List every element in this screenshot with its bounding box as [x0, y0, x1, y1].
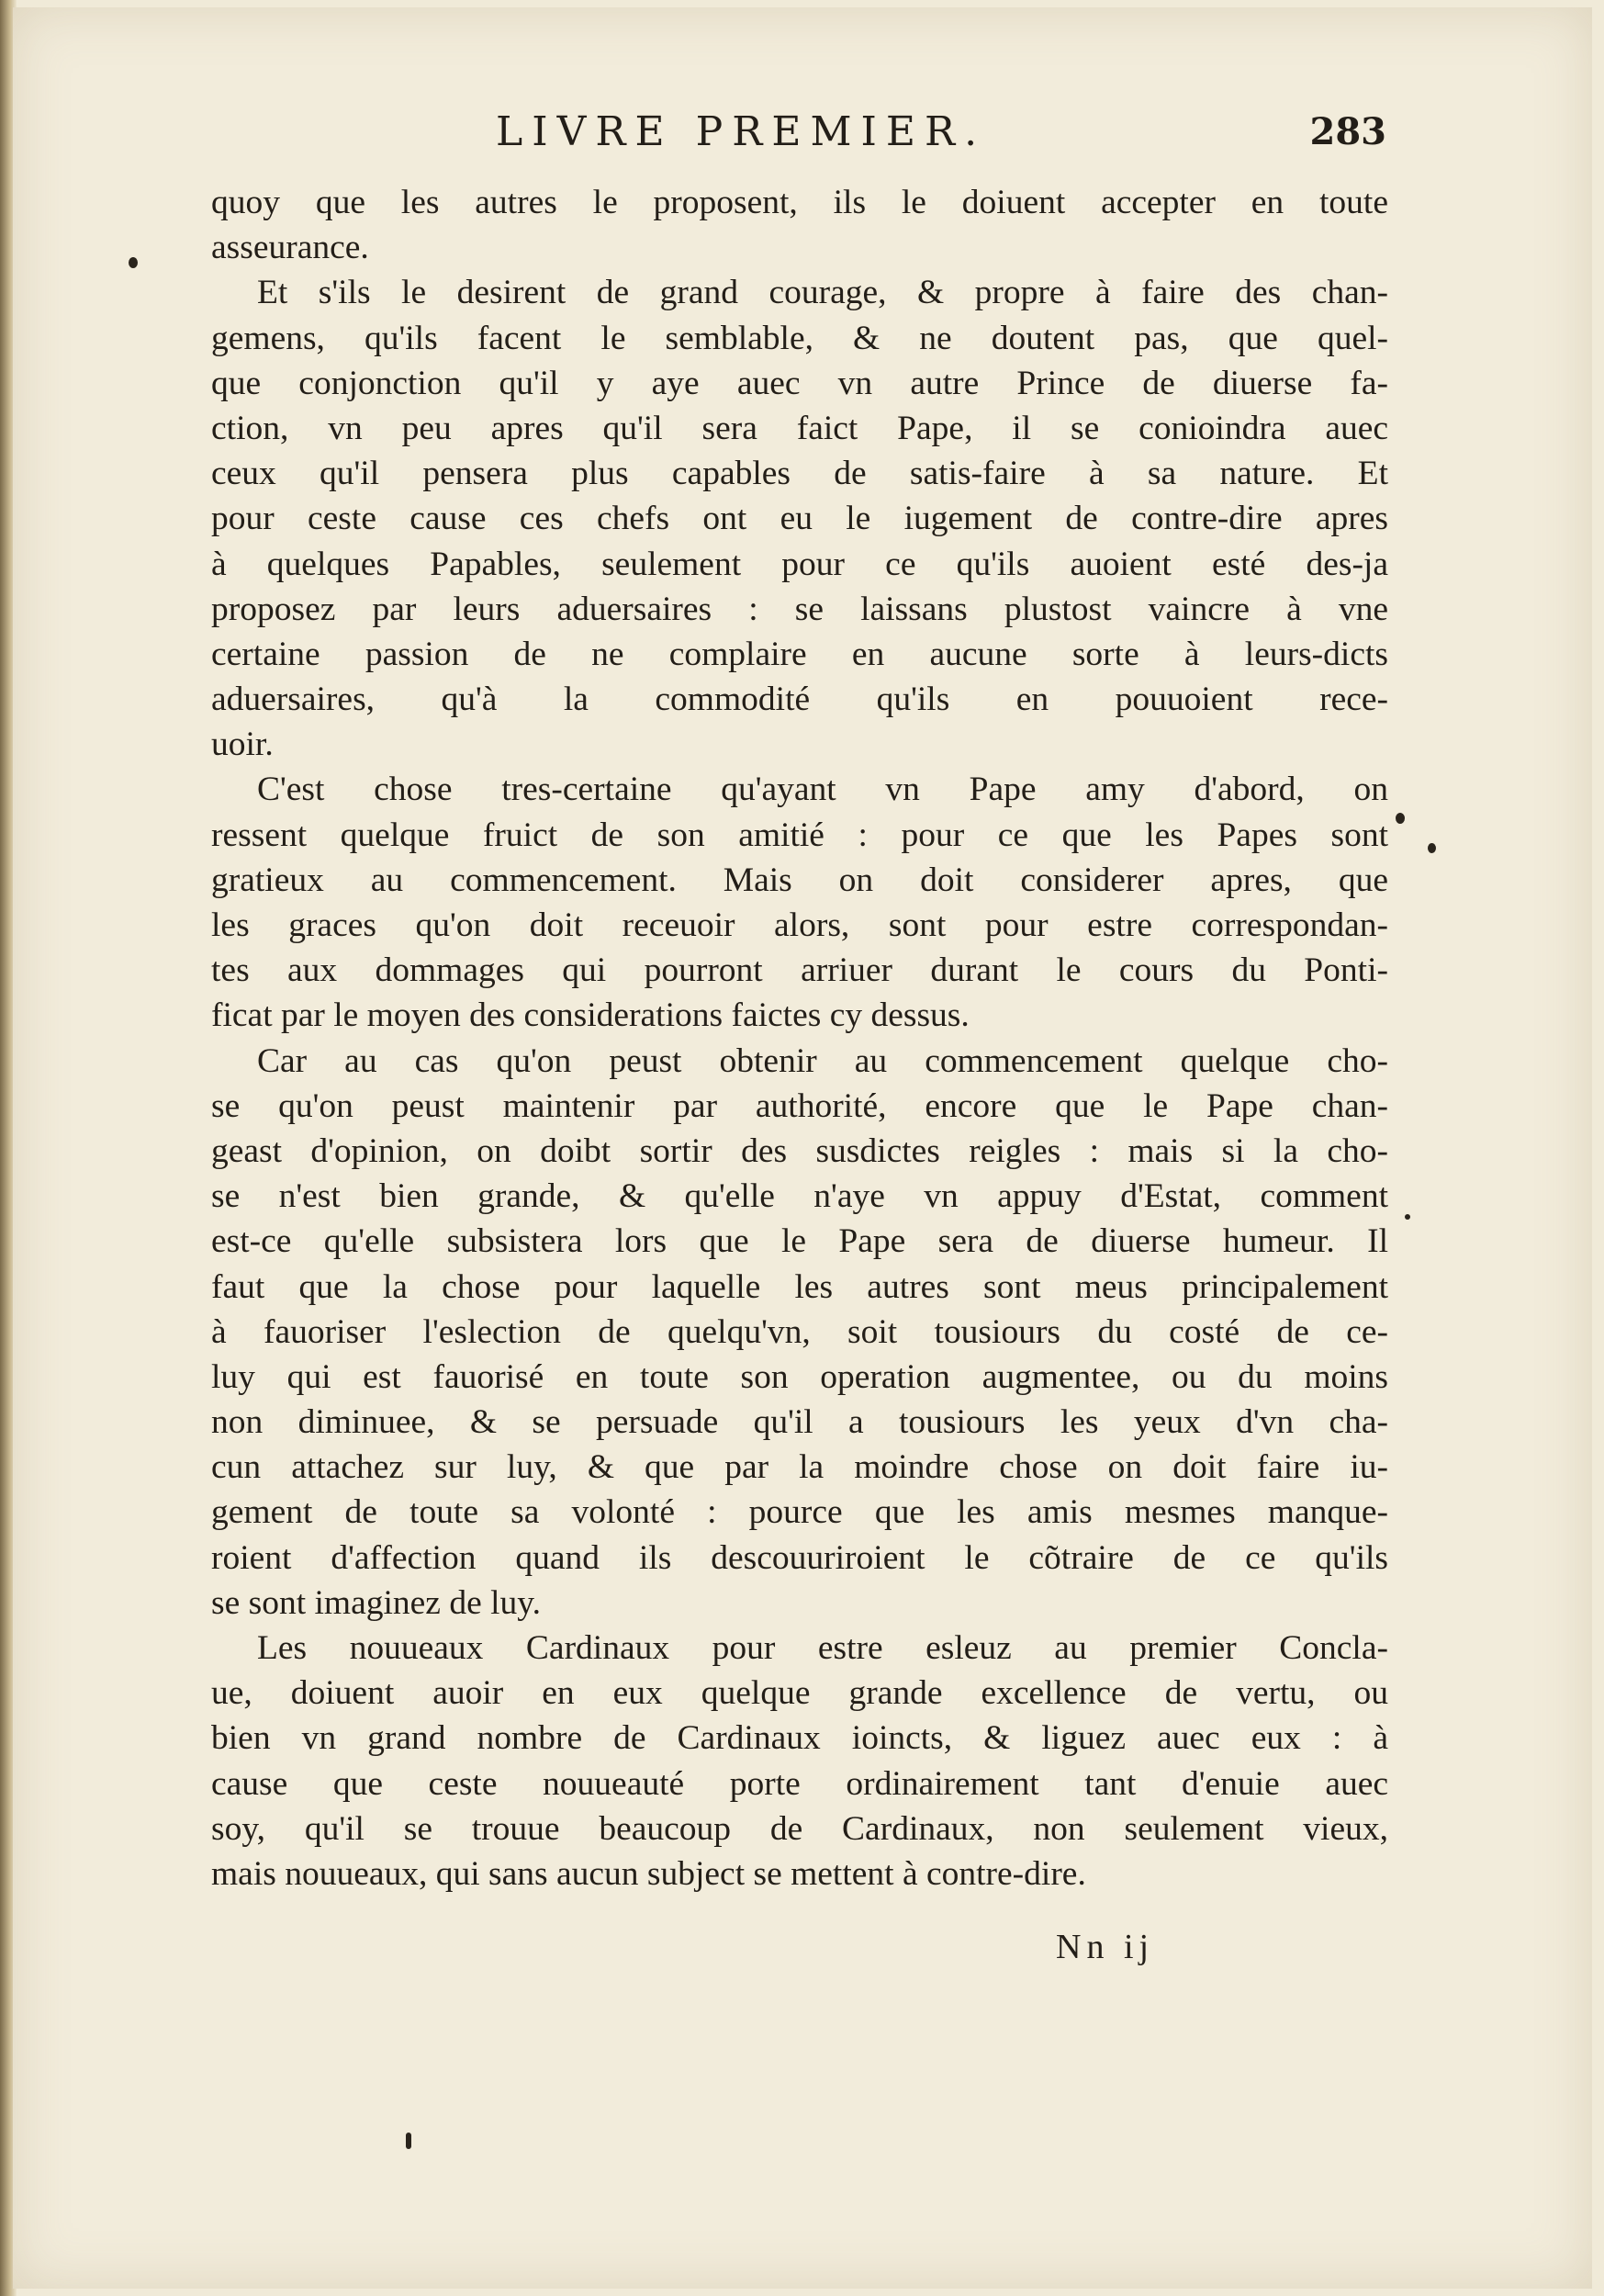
ink-speck	[129, 257, 138, 268]
text-line: ressent quelque fruict de son amitié : pour ce que les Papes sont	[211, 816, 1388, 854]
text-line: faut que la chose pour laquelle les autres sont meus principalement	[211, 1267, 1388, 1306]
signature-mark: Nn ij	[1056, 1928, 1155, 1966]
text-line: à fauoriser l'eslection de quelqu'vn, soit tousiours du costé de ce-	[211, 1312, 1388, 1351]
running-title: LIVRE PREMIER.	[496, 108, 987, 155]
text-line: non diminuee, & se persuade qu'il a tousiours les yeux d'vn cha-	[211, 1403, 1388, 1442]
text-line: soy, qu'il se trouue beaucoup de Cardinaux, non seulement vieux,	[211, 1809, 1388, 1848]
page-header	[211, 108, 1386, 173]
text-line: certaine passion de ne complaire en aucune sorte à leurs-dicts	[211, 635, 1388, 673]
text-line: se qu'on peust maintenir par authorité, encore que le Pape chan-	[211, 1086, 1388, 1125]
text-line: gement de toute sa volonté : pource que les amis mesmes manque-	[211, 1493, 1388, 1532]
text-line: quoy que les autres le proposent, ils le doiuent accepter en toute	[211, 184, 1388, 221]
text-line: cun attachez sur luy, & que par la moindre chose on doit faire iu-	[211, 1448, 1388, 1487]
text-line: luy qui est fauorisé en toute son operation augmentee, ou du moins	[211, 1357, 1388, 1396]
ink-speck	[1405, 1214, 1410, 1220]
text-line: ficat par le moyen des considerations faictes cy dessus.	[211, 996, 970, 1035]
text-line: Car au cas qu'on peust obtenir au commencement quelque cho-	[257, 1041, 1388, 1080]
text-line: les graces qu'on doit receuoir alors, sont pour estre correspondan-	[211, 906, 1388, 944]
text-line: ction, vn peu apres qu'il sera faict Pape, il se conioindra auec	[211, 409, 1388, 447]
text-line: ceux qu'il pensera plus capables de satis-faire à sa nature. Et	[211, 455, 1388, 493]
text-line: que conjonction qu'il y aye auec vn autre Prince de diuerse fa-	[211, 364, 1388, 402]
text-line: geast d'opinion, on doibt sortir des susdictes reigles : mais si la cho-	[211, 1131, 1388, 1170]
text-line: roient d'affection quand ils descouuriroient le cõtraire de ce qu'ils	[211, 1538, 1388, 1577]
ink-speck	[406, 2133, 411, 2149]
text-line: C'est chose tres-certaine qu'ayant vn Pape amy d'abord, on	[257, 771, 1388, 809]
text-line: ue, doiuent auoir en eux quelque grande excellence de vertu, ou	[211, 1674, 1388, 1713]
ink-speck	[1428, 843, 1436, 853]
text-line: bien vn grand nombre de Cardinaux ioincts, & liguez auec eux : à	[211, 1719, 1388, 1758]
text-line: tes aux dommages qui pourront arriuer durant le cours du Ponti-	[211, 951, 1388, 990]
text-line: asseurance.	[211, 229, 369, 267]
text-line: Les nouueaux Cardinaux pour estre esleuz au premier Concla-	[257, 1629, 1388, 1667]
text-line: aduersaires, qu'à la commodité qu'ils en pouuoient rece-	[211, 681, 1388, 719]
text-line: uoir.	[211, 726, 274, 764]
body-text	[211, 180, 1388, 1896]
ink-speck	[1396, 813, 1405, 824]
text-line: se n'est bien grande, & qu'elle n'aye vn appuy d'Estat, comment	[211, 1177, 1388, 1216]
text-line: mais nouueaux, qui sans aucun subject se mettent à contre-dire.	[211, 1854, 1086, 1893]
text-line: gratieux au commencement. Mais on doit considerer apres, que	[211, 861, 1388, 899]
text-line: à quelques Papables, seulement pour ce qu'ils auoient esté des-ja	[211, 545, 1388, 583]
page-number: 283	[1309, 110, 1386, 153]
text-line: pour ceste cause ces chefs ont eu le iugement de contre-dire apres	[211, 500, 1388, 538]
text-line: gemens, qu'ils facent le semblable, & ne doutent pas, que quel-	[211, 319, 1388, 357]
text-line: proposez par leurs aduersaires : se laissans plustost vaincre à vne	[211, 590, 1388, 628]
text-line: cause que ceste nouueauté porte ordinairement tant d'enuie auec	[211, 1764, 1388, 1803]
text-line: est-ce qu'elle subsistera lors que le Pape sera de diuerse humeur. Il	[211, 1222, 1388, 1261]
text-line: Et s'ils le desirent de grand courage, & propre à faire des chan-	[257, 274, 1388, 312]
text-line: se sont imaginez de luy.	[211, 1583, 541, 1622]
